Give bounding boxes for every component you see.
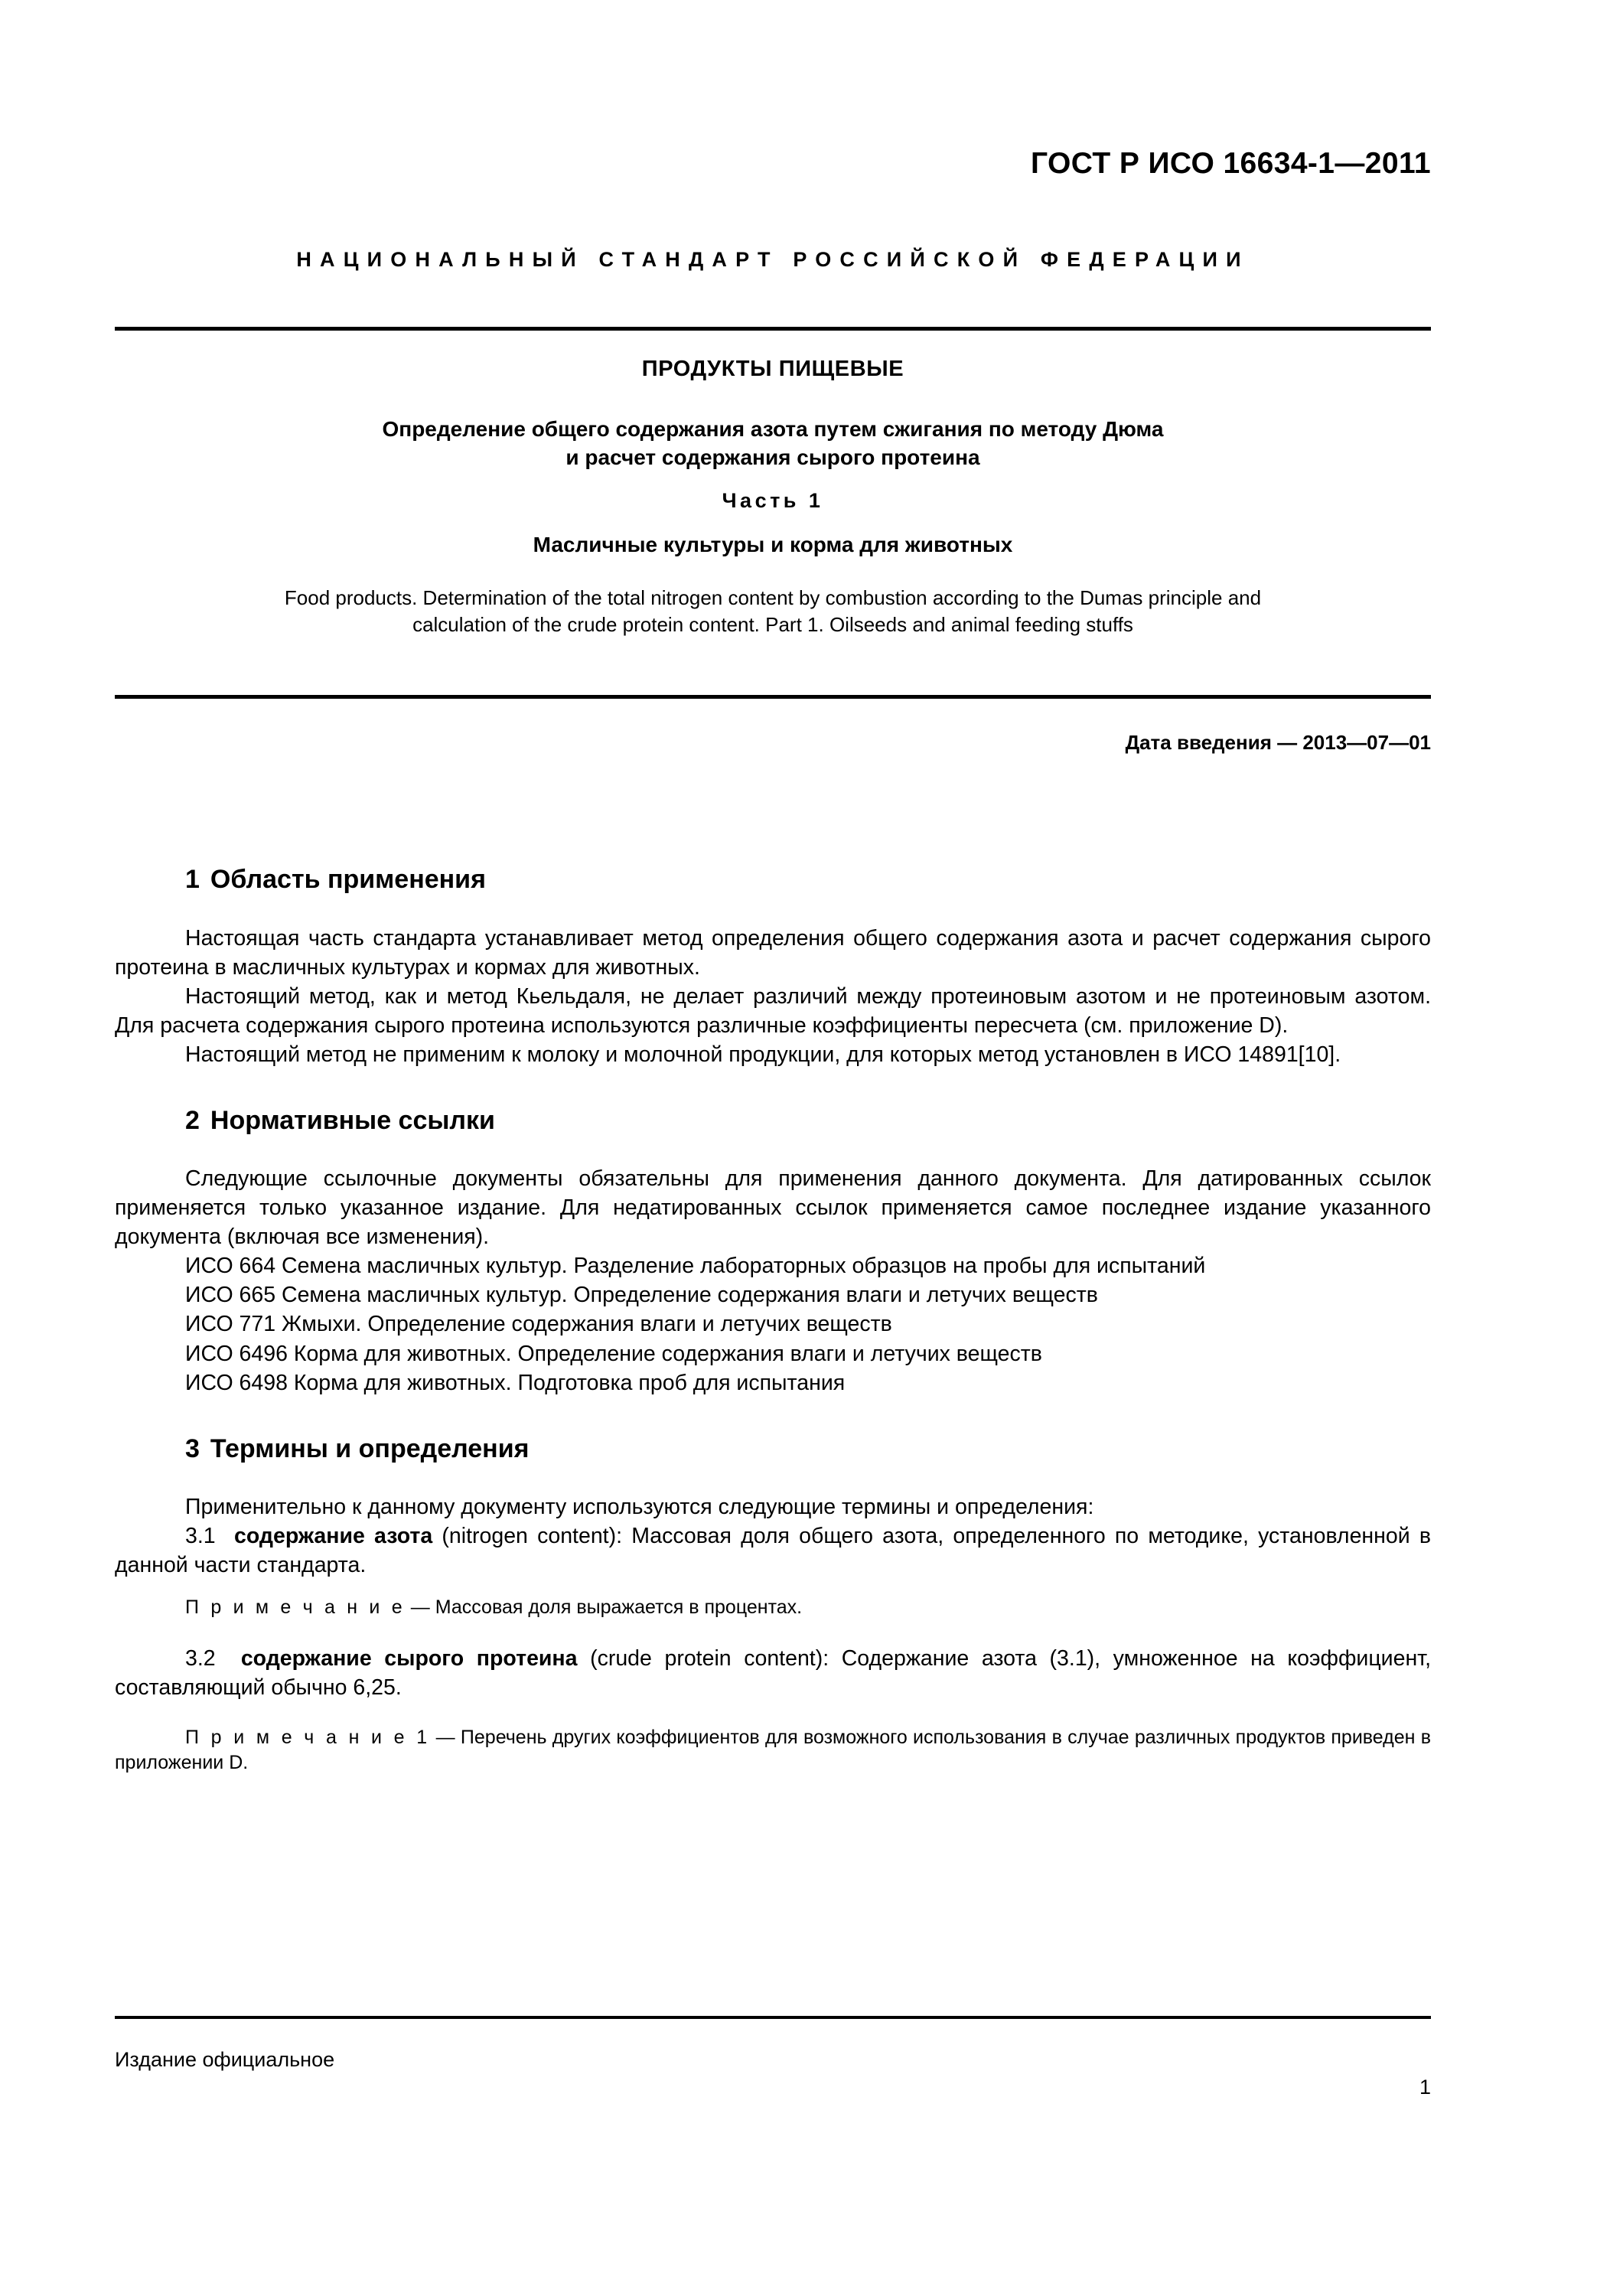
spacer	[115, 1580, 1431, 1595]
section-heading-2	[115, 1104, 1431, 1137]
normative-reference-item: ИСО 6498 Корма для животных. Подготовка проб для испытания	[185, 1370, 846, 1395]
spacer	[115, 1397, 1431, 1433]
normative-reference-item: ИСО 664 Семена масличных культур. Разделение лабораторных образцов на пробы для испытаний	[185, 1254, 1206, 1279]
document-code: ГОСТ Р ИСО 16634-1—2011	[1031, 147, 1431, 180]
spacer	[115, 896, 1431, 924]
term-text-3-2: (crude protein content): Содержание азота (3.1), умноженное на коэффициент, составляющий обычно 6,25.	[115, 1645, 1431, 1700]
spacer	[115, 1137, 1431, 1164]
note-3-1	[115, 1595, 1431, 1620]
title-subtitle	[115, 416, 1431, 472]
section-1-paragraph-2: Настоящий метод, как и метод Кьельдаля, не делает различий между протеиновым азотом и не протеиновым азотом. Для расчета содержания сырого протеина используются различные коэффициенты пересчета (см. приложение D).	[115, 983, 1431, 1038]
note-text-3-2: — Перечень других коэффициентов для возможного использования в случае различных продуктов приведен в приложении D.	[115, 1726, 1431, 1773]
note-label-3-2: П р и м е ч а н и е 1	[185, 1726, 431, 1748]
note-label-3-1: П р и м е ч а н и е	[185, 1596, 406, 1619]
title-subtitle-line2: и расчет содержания сырого протеина	[565, 445, 980, 469]
section-3-paragraph-1: Применительно к данному документу используются следующие термины и определения:	[185, 1495, 1094, 1520]
section-2-paragraph-1: Следующие ссылочные документы обязательны для применения данного документа. Для датированных ссылок применяется только указанное издание. Для недатированных ссылок применяется самое последнее издание указанного документа (включая все изменения).	[115, 1166, 1431, 1250]
title-block	[115, 357, 1431, 639]
term-definition-3-1	[115, 1521, 1431, 1580]
national-standard-banner: НАЦИОНАЛЬНЫЙ СТАНДАРТ РОССИЙСКОЙ ФЕДЕРАЦИИ	[296, 248, 1250, 271]
horizontal-rule-top	[115, 327, 1431, 331]
term-number-3-2: 3.2	[185, 1645, 216, 1671]
term-name-3-1: содержание азота	[234, 1524, 433, 1549]
section-number-2: 2	[185, 1105, 200, 1135]
section-title-3: Термины и определения	[210, 1433, 530, 1463]
section-heading-1	[115, 863, 1431, 896]
title-main: ПРОДУКТЫ ПИЩЕВЫЕ	[641, 357, 904, 381]
section-number-3: 3	[185, 1433, 200, 1463]
spacer	[115, 1069, 1431, 1104]
title-part: Часть 1	[722, 488, 824, 512]
official-edition-label: Издание официальное	[115, 2048, 335, 2071]
term-name-3-2: содержание сырого протеина	[240, 1645, 578, 1671]
horizontal-rule-bottom	[115, 2016, 1431, 2019]
term-definition-3-2	[115, 1644, 1431, 1702]
note-text-3-1: — Массовая доля выражается в процентах.	[405, 1596, 803, 1619]
horizontal-rule-middle	[115, 695, 1431, 699]
title-english-line1: Food products. Determination of the total nitrogen content by combustion according to the Dumas principle and	[284, 585, 1262, 609]
section-title-2: Нормативные ссылки	[210, 1105, 495, 1135]
page-number: 1	[1419, 2076, 1431, 2099]
section-number-1: 1	[185, 865, 200, 894]
introduction-date: Дата введения — 2013—07—01	[1125, 731, 1431, 754]
normative-reference-item: ИСО 771 Жмыхи. Определение содержания влаги и летучих веществ	[185, 1312, 892, 1337]
section-title-1: Область применения	[210, 865, 486, 894]
section-1-paragraph-1: Настоящая часть стандарта устанавливает метод определения общего содержания азота и расчет содержания сырого протеина в масличных культурах и кормах для животных.	[115, 925, 1431, 980]
title-subtitle-line1: Определение общего содержания азота путем сжигания по методу Дюма	[382, 417, 1164, 441]
title-scope: Масличные культуры и корма для животных	[533, 532, 1013, 556]
title-english	[115, 585, 1431, 639]
title-english-line2: calculation of the crude protein content. Part 1. Oilseeds and animal feeding stuffs	[412, 613, 1133, 637]
note-3-2	[115, 1725, 1431, 1776]
document-body	[115, 863, 1431, 1776]
section-heading-3	[115, 1433, 1431, 1466]
spacer	[115, 1702, 1431, 1725]
term-number-3-1: 3.1	[185, 1524, 216, 1549]
spacer	[115, 1621, 1431, 1644]
normative-reference-item: ИСО 665 Семена масличных культур. Определение содержания влаги и летучих веществ	[185, 1283, 1098, 1308]
section-1-paragraph-3: Настоящий метод не применим к молоку и молочной продукции, для которых метод установлен в ИСО 14891[10].	[185, 1042, 1341, 1067]
normative-reference-item: ИСО 6496 Корма для животных. Определение содержания влаги и летучих веществ	[185, 1341, 1042, 1366]
spacer	[115, 1465, 1431, 1492]
term-text-3-1: (nitrogen content): Массовая доля общего азота, определенного по методике, установленной в данной части стандарта.	[115, 1524, 1431, 1578]
